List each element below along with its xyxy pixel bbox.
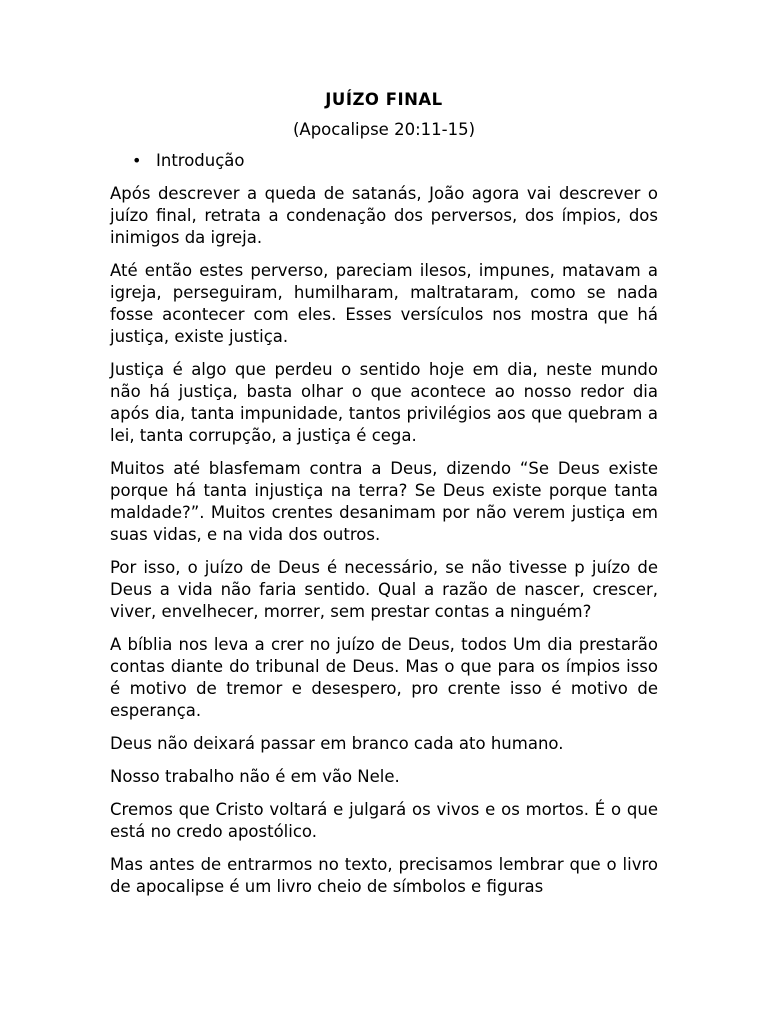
paragraph-2: Até então estes perverso, pareciam ilesos, impunes, matavam a igreja, perseguiram, humilharam, maltrataram, como se nada fosse acontecer com eles. Esses versículos nos mostra que há justiça, existe justiça.	[110, 261, 658, 346]
paragraph-10: Mas antes de entrarmos no texto, precisamos lembrar que o livro de apocalipse é um livro cheio de símbolos e figuras	[110, 855, 658, 896]
paragraph-6: A bíblia nos leva a crer no juízo de Deus, todos Um dia prestarão contas diante do tribunal de Deus. Mas o que para os ímpios isso é motivo de tremor e desespero, pro crente isso é motivo de esperança.	[110, 635, 658, 720]
paragraph-4: Muitos até blasfemam contra a Deus, dizendo “Se Deus existe porque há tanta injustiça na terra? Se Deus existe porque tanta maldade?”. Muitos crentes desanimam por não verem justiça em suas vidas, e na vida dos outros.	[110, 459, 658, 544]
bullet-list	[110, 150, 658, 172]
paragraph-3: Justiça é algo que perdeu o sentido hoje em dia, neste mundo não há justiça, basta olhar o que acontece ao nosso redor dia após dia, tanta impunidade, tantos privilégios aos que quebram a lei, tanta corrupção, a justiça é cega.	[110, 360, 658, 445]
document-title: JUÍZO FINAL	[325, 90, 443, 109]
paragraph-1: Após descrever a queda de satanás, João agora vai descrever o juízo final, retrata a condenação dos perversos, dos ímpios, dos inimigos da igreja.	[110, 184, 658, 247]
paragraph-8: Nosso trabalho não é em vão Nele.	[110, 767, 400, 786]
bullet-dot-icon: •	[132, 151, 142, 170]
paragraph-7: Deus não deixará passar em branco cada ato humano.	[110, 734, 564, 753]
paragraph-9: Cremos que Cristo voltará e julgará os vivos e os mortos. É o que está no credo apostólico.	[110, 800, 658, 841]
bullet-item-introducao	[110, 150, 658, 172]
paragraphs	[110, 183, 658, 898]
bullet-item-label: Introdução	[156, 151, 245, 170]
document-subtitle: (Apocalipse 20:11-15)	[292, 120, 476, 139]
document-body	[110, 88, 658, 898]
paragraph-5: Por isso, o juízo de Deus é necessário, se não tivesse p juízo de Deus a vida não faria sentido. Qual a razão de nascer, crescer, viver, envelhecer, morrer, sem prestar contas a ninguém?	[110, 558, 658, 621]
